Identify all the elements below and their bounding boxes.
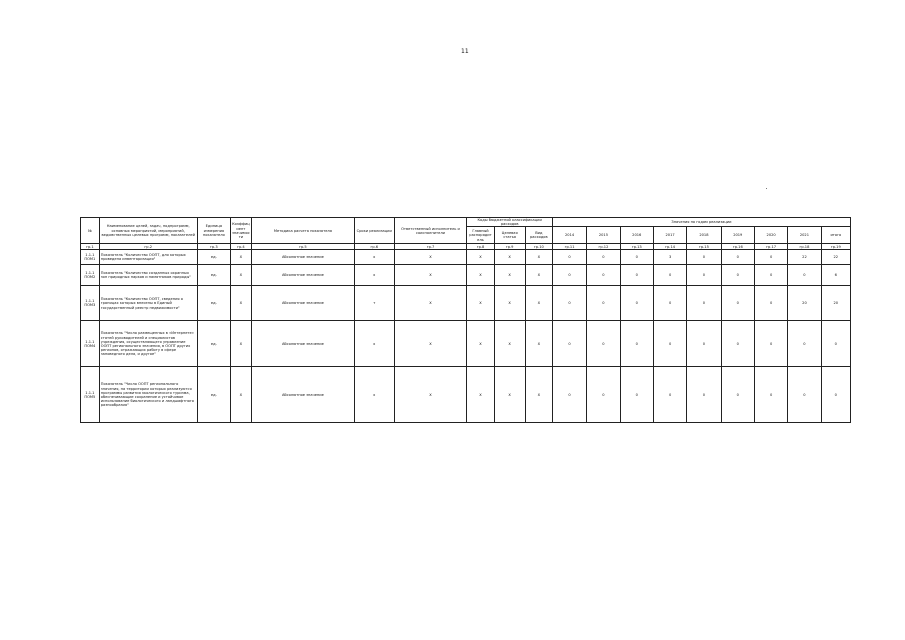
row-method: Абсолютное значение	[251, 367, 354, 423]
row-term: т	[354, 286, 394, 321]
column-number: гр.8	[467, 244, 494, 250]
header-values-by-year: Значения по годам реализации	[552, 218, 850, 227]
row-budget-code: Х	[525, 286, 552, 321]
row-number: 1.1.1 ПОМ5	[81, 367, 100, 423]
table-row	[81, 286, 851, 321]
row-responsible: Х	[394, 321, 467, 367]
page-number: 11	[461, 48, 469, 55]
column-number: гр.2	[99, 244, 197, 250]
table-row	[81, 321, 851, 367]
header-budget-sub: Главный распорядитель	[467, 227, 494, 244]
row-coef: Х	[231, 321, 252, 367]
row-budget-code: Х	[467, 250, 494, 265]
row-unit: ед.	[197, 321, 230, 367]
row-value: 0	[552, 286, 586, 321]
column-number: гр.16	[721, 244, 754, 250]
row-responsible: Х	[394, 265, 467, 286]
row-value: 0	[552, 321, 586, 367]
row-value: 0	[620, 250, 653, 265]
row-indicator-name: Показатель "Количество ООПТ, для которых проведена инвентаризация"	[99, 250, 197, 265]
column-number: гр.9	[494, 244, 525, 250]
row-value: 0	[687, 367, 721, 423]
row-value: 0	[754, 321, 787, 367]
row-budget-code: Х	[467, 367, 494, 423]
row-coef: Х	[231, 250, 252, 265]
row-number: 1.1.1 ПОМ1	[81, 250, 100, 265]
row-value: 0	[620, 265, 653, 286]
column-number: гр.10	[525, 244, 552, 250]
row-unit: ед.	[197, 367, 230, 423]
row-method: Абсолютное значение	[251, 250, 354, 265]
table-row	[81, 250, 851, 265]
row-value: 22	[788, 250, 821, 265]
row-value: 0	[788, 367, 821, 423]
column-number: гр.5	[251, 244, 354, 250]
row-value: 0	[552, 367, 586, 423]
row-value: 0	[721, 286, 754, 321]
header-year: 2017	[653, 227, 686, 244]
column-number: гр.12	[587, 244, 620, 250]
column-number: гр.4	[231, 244, 252, 250]
row-budget-code: Х	[467, 265, 494, 286]
row-value: 0	[721, 321, 754, 367]
row-value: 0	[721, 250, 754, 265]
row-value: 20	[821, 286, 850, 321]
row-number: 1.1.1 ПОМ4	[81, 321, 100, 367]
column-number: гр.1	[81, 244, 100, 250]
column-number: гр.6	[354, 244, 394, 250]
row-unit: ед.	[197, 250, 230, 265]
column-number: гр.3	[197, 244, 230, 250]
row-value: 0	[620, 286, 653, 321]
row-budget-code: Х	[494, 250, 525, 265]
column-number: гр.18	[788, 244, 821, 250]
row-budget-code: Х	[494, 286, 525, 321]
header-num: №	[81, 218, 100, 244]
row-coef: Х	[231, 286, 252, 321]
row-value: 0	[587, 250, 620, 265]
row-budget-code: Х	[494, 367, 525, 423]
row-value: 0	[587, 265, 620, 286]
row-coef: Х	[231, 367, 252, 423]
header-total: итого	[821, 227, 850, 244]
row-method: Абсолютное значение	[251, 321, 354, 367]
table-row	[81, 367, 851, 423]
row-value: 0	[754, 286, 787, 321]
row-value: 3	[653, 250, 686, 265]
row-responsible: Х	[394, 367, 467, 423]
row-number: 1.1.1 ПОМ2	[81, 265, 100, 286]
header-method: Методика расчета показателя	[251, 218, 354, 244]
header-budget-sub: Целевая статья	[494, 227, 525, 244]
header-budget-codes: Коды бюджетной классификации расходов	[467, 218, 552, 227]
row-value: 0	[587, 367, 620, 423]
row-indicator-name: Показатель "Число размещенных в «Интернете» статей руководителей и специалистов учреждения, осуществляющего управление ООПТ регионального значения, в ООПТ других регионов, отражающих работу в сфере заповедного дела, и другое"	[99, 321, 197, 367]
row-value: 0	[653, 286, 686, 321]
row-number: 1.1.1 ПОМ3	[81, 286, 100, 321]
indicators-table	[80, 217, 851, 423]
header-year: 2021	[788, 227, 821, 244]
row-method: Абсолютное значение	[251, 286, 354, 321]
row-term: х	[354, 250, 394, 265]
row-budget-code: Х	[525, 321, 552, 367]
row-value: 0	[587, 321, 620, 367]
row-value: 0	[653, 367, 686, 423]
row-value: 0	[721, 265, 754, 286]
column-number: гр.15	[687, 244, 721, 250]
row-term: х	[354, 367, 394, 423]
row-value: 6	[821, 265, 850, 286]
row-value: 0	[552, 265, 586, 286]
table-row	[81, 265, 851, 286]
row-indicator-name: Показатель "Количество созданных охранных зон природных парков и памятников природы"	[99, 265, 197, 286]
row-term: х	[354, 321, 394, 367]
column-number: гр.13	[620, 244, 653, 250]
header-year: 2015	[587, 227, 620, 244]
row-value: 0	[687, 265, 721, 286]
row-value: 0	[687, 286, 721, 321]
row-value: 0	[620, 321, 653, 367]
header-year: 2014	[552, 227, 586, 244]
row-budget-code: Х	[467, 286, 494, 321]
row-responsible: Х	[394, 250, 467, 265]
row-value: 0	[687, 250, 721, 265]
row-indicator-name: Показатель "Число ООПТ регионального значения, на территории которых реализуются программы развития экологического туризма, обеспечивающие сохранение и устойчивое использование биологического и ландшафтного разнообразия"	[99, 367, 197, 423]
row-value: 0	[788, 265, 821, 286]
column-number: гр.7	[394, 244, 467, 250]
column-number: гр.14	[653, 244, 686, 250]
row-value: 0	[754, 367, 787, 423]
row-value: 0	[552, 250, 586, 265]
row-budget-code: Х	[525, 250, 552, 265]
row-coef: Х	[231, 265, 252, 286]
row-budget-code: Х	[494, 265, 525, 286]
row-budget-code: Х	[467, 321, 494, 367]
header-year: 2019	[721, 227, 754, 244]
row-value: 0	[788, 321, 821, 367]
row-budget-code: Х	[494, 321, 525, 367]
row-value: 0	[653, 265, 686, 286]
row-value: 0	[687, 321, 721, 367]
header-year: 2018	[687, 227, 721, 244]
row-value: 0	[653, 321, 686, 367]
row-unit: ед.	[197, 265, 230, 286]
header-coef: Коэффициент значимости	[231, 218, 252, 244]
column-number: гр.19	[821, 244, 850, 250]
column-number: гр.17	[754, 244, 787, 250]
row-value: 0	[754, 265, 787, 286]
header-year: 2020	[754, 227, 787, 244]
row-value: 20	[788, 286, 821, 321]
row-unit: ед.	[197, 286, 230, 321]
row-value: 22	[821, 250, 850, 265]
row-term: х	[354, 265, 394, 286]
scan-speck	[766, 188, 767, 189]
row-indicator-name: Показатель "Количество ООПТ, сведения о границах которых внесены в Единый государственный реестр недвижимости"	[99, 286, 197, 321]
row-value: 0	[821, 367, 850, 423]
header-name: Наименование целей, задач, подпрограмм, основных мероприятий, мероприятий, ведомственных целевых программ, показателей	[99, 218, 197, 244]
row-value: 0	[721, 367, 754, 423]
row-value: 0	[620, 367, 653, 423]
header-budget-sub: Вид расходов	[525, 227, 552, 244]
row-value: 0	[821, 321, 850, 367]
row-budget-code: Х	[525, 367, 552, 423]
header-year: 2016	[620, 227, 653, 244]
row-method: Абсолютное значение	[251, 265, 354, 286]
column-number: гр.11	[552, 244, 586, 250]
header-responsible: Ответственный исполнитель и соисполнители	[394, 218, 467, 244]
row-budget-code: Х	[525, 265, 552, 286]
row-responsible: Х	[394, 286, 467, 321]
header-term: Сроки реализации	[354, 218, 394, 244]
row-value: 0	[587, 286, 620, 321]
header-unit: Единица измерения показателя	[197, 218, 230, 244]
row-value: 0	[754, 250, 787, 265]
